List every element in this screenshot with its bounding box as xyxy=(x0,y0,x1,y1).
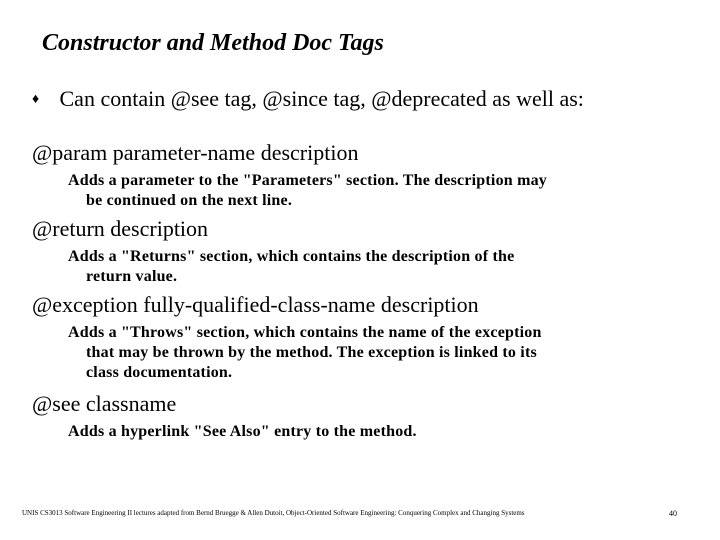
desc-line: be continued on the next line. xyxy=(86,192,293,209)
return-tag-heading: @return description xyxy=(32,216,209,241)
param-tag-description xyxy=(68,171,668,211)
desc-line: class documentation. xyxy=(86,364,233,381)
diamond-bullet-icon: ♦ xyxy=(32,92,40,107)
bullet-item xyxy=(32,86,584,112)
exception-tag-heading: @exception fully-qualified-class-name description xyxy=(32,292,479,317)
see-tag-heading: @see classname xyxy=(32,391,177,416)
page-number: 40 xyxy=(669,509,677,518)
return-tag-description xyxy=(68,247,668,287)
desc-line: that may be thrown by the method. The exception is linked to its xyxy=(86,344,537,361)
desc-line: Adds a parameter to the "Parameters" section. The description may xyxy=(68,172,547,189)
footer-credit: UNIS CS3013 Software Engineering II lectures adapted from Bernd Bruegge & Allen Dutoit, Object-Oriented Software Engineering: Conquering Complex and Changing Systems xyxy=(22,509,525,517)
see-tag-description xyxy=(68,422,668,442)
slide-title: Constructor and Method Doc Tags xyxy=(42,30,384,56)
desc-line: Adds a hyperlink "See Also" entry to the method. xyxy=(68,423,417,440)
desc-line: Adds a "Returns" section, which contains the description of the xyxy=(68,248,515,265)
desc-line: return value. xyxy=(86,268,178,285)
exception-tag-description xyxy=(68,323,668,383)
desc-line: Adds a "Throws" section, which contains the name of the exception xyxy=(68,324,542,341)
param-tag-heading: @param parameter-name description xyxy=(32,140,359,165)
bullet-text: Can contain @see tag, @since tag, @deprecated as well as: xyxy=(59,86,584,111)
